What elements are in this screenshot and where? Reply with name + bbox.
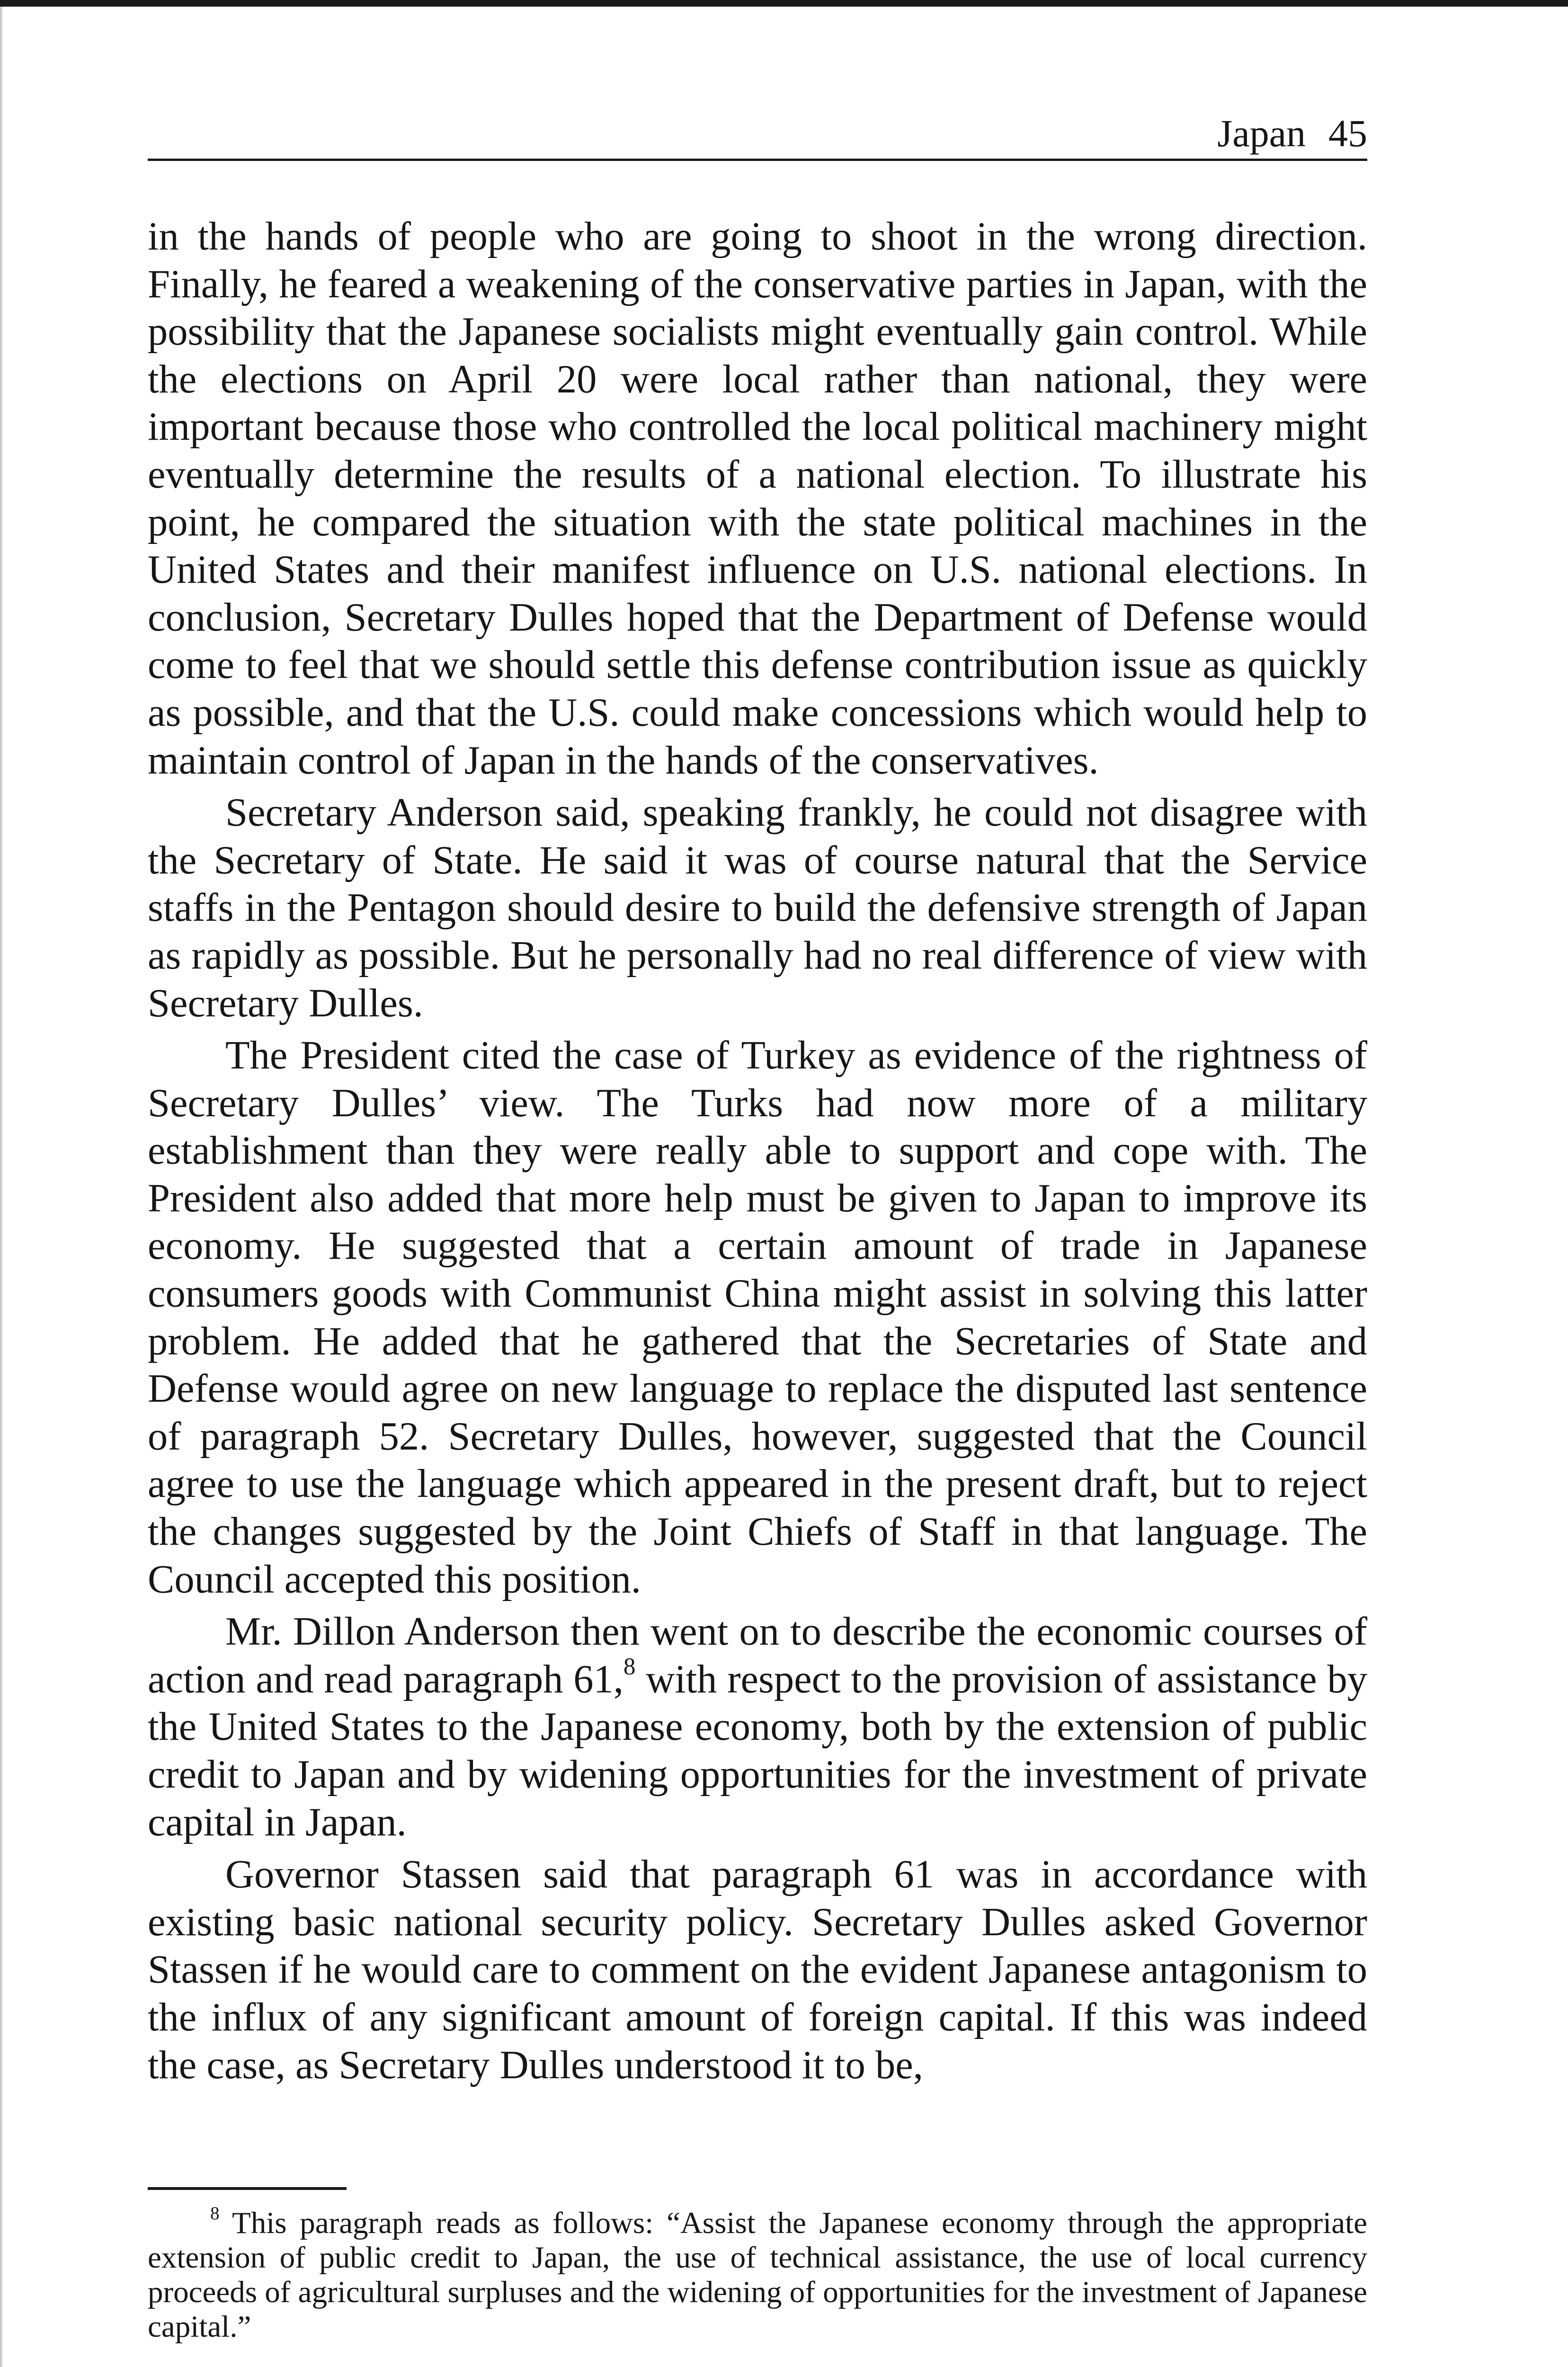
footnote-reference: 8 [623,1653,636,1680]
scan-left-shadow [0,7,3,2367]
footnote-rule [148,2187,347,2190]
paragraph-2: Secretary Anderson said, speaking frankly, he could not disagree with the Secretary of State. He said it was of course natural that the Service staffs in the Pentagon should desire to build the defensive strength of Japan as rapidly as possible. But he personally had no real difference of view with Secretary Dulles. [148,791,1367,1025]
paragraph-1: in the hands of people who are going to shoot in the wrong direction. Finally, he feared a weakening of the conservative parties in Japan, with the possibility that the Japanese socialists might eventually gain control. While the elections on April 20 were local rather than national, they were important because those who controlled the local political machinery might eventually determine the results of a national election. To illustrate his point, he compared the situation with the state political machines in the United States and their manifest influence on U.S. national elections. In conclusion, Secretary Dulles hoped that the Department of Defense would come to feel that we should settle this defense contribution issue as quickly as possible, and that the U.S. could make concessions which would help to maintain control of Japan in the hands of the conservatives. [148,214,1367,783]
paragraph-4 [148,1608,1367,1846]
paragraph-4-end: with respect to the provision of assistance by the United States to the Japanese economy, both by the extension of public credit to Japan and by widening opportunities for the investment of private capital in Japan. [148,1657,1367,1844]
body-text [148,213,1367,2094]
paragraph-3: The President cited the case of Turkey as evidence of the rightness of Secretary Dulles’ view. The Turks had now more of a military establishment than they were really able to support and cope with. The President also added that more help must be given to Japan to improve its economy. He suggested that a certain amount of trade in Japanese consumers goods with Communist China might assist in solving this latter problem. He added that he gathered that the Secretaries of State and Defense would agree on new language to replace the disputed last sentence of paragraph 52. Secretary Dulles, however, suggested that the Council agree to use the language which appeared in the present draft, but to reject the changes suggested by the Joint Chiefs of Staff in that language. The Council accepted this position. [148,1033,1367,1602]
running-head [148,110,1367,161]
footnote-text: This paragraph reads as follows: “Assist the Japanese economy through the appropriate extension of public credit to Japan, the use of technical assistance, the use of local currency proceeds of agricultural surpluses and the widening of opportunities for the investment of Japanese capital.” [148,2206,1367,2344]
paragraph-5: Governor Stassen said that paragraph 61 was in accordance with existing basic national security policy. Secretary Dulles asked Governor Stassen if he would care to comment on the evident Japanese antagonism to the influx of any significant amount of foreign capital. If this was indeed the case, as Secretary Dulles understood it to be, [148,1852,1367,2087]
scan-top-border [0,0,1568,7]
page-number: 45 [1328,112,1367,155]
section-title: Japan [1217,112,1306,155]
footnote-marker: 8 [210,2203,220,2224]
footnote [148,2203,1367,2344]
paragraph-4-start: Mr. Dillon Anderson then went on to describe the economic courses of action and read paragraph 61, [148,1610,1367,1701]
